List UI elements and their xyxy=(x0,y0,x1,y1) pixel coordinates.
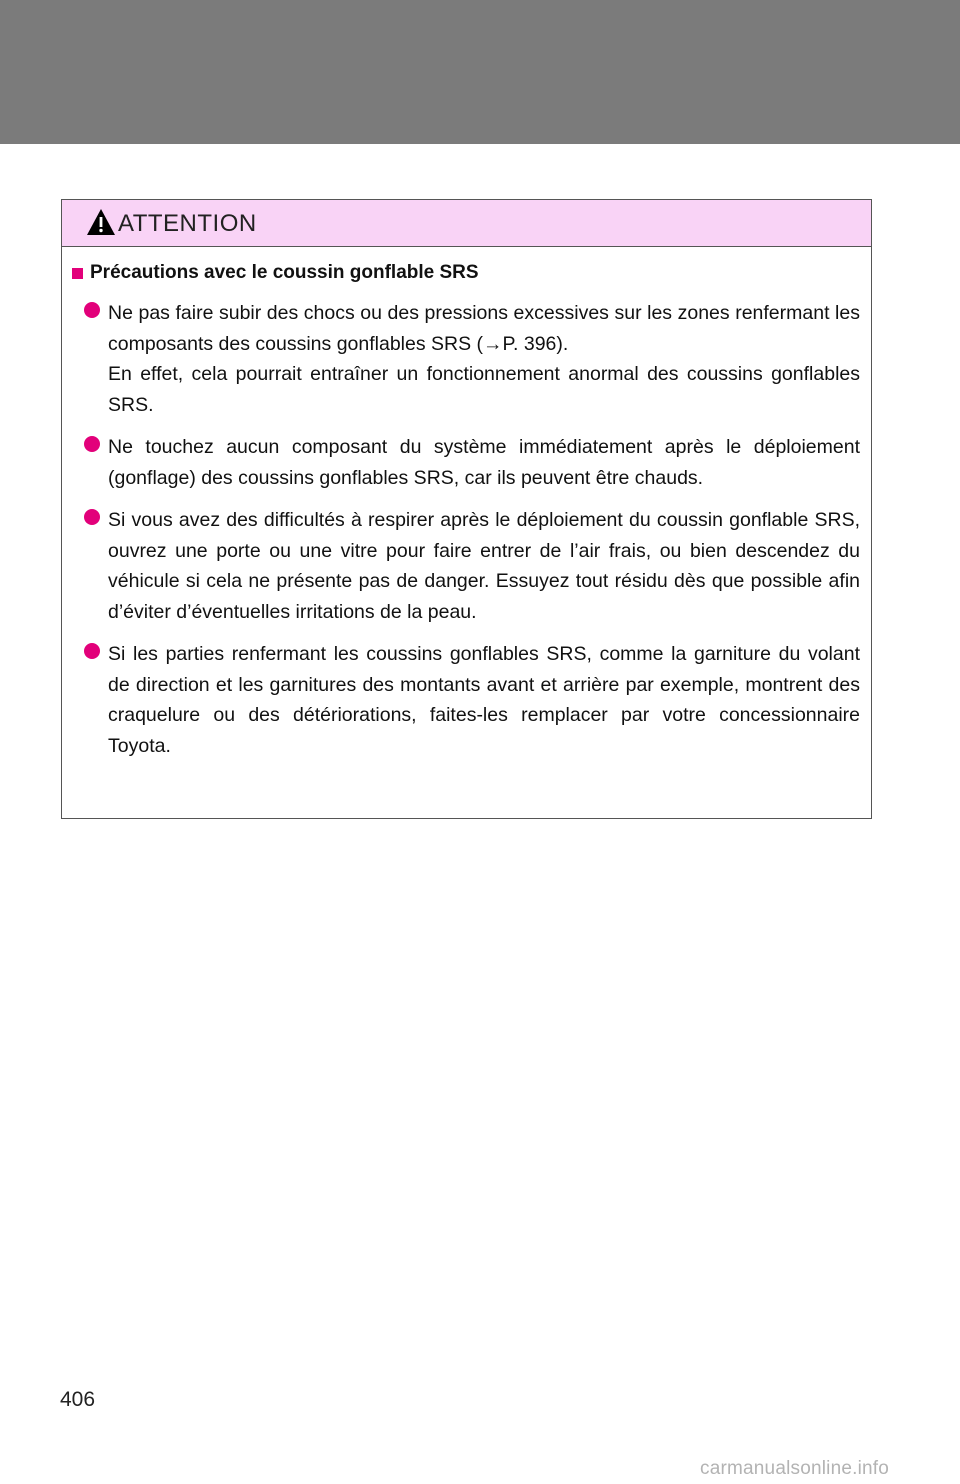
circle-bullet-icon xyxy=(84,509,100,525)
list-item xyxy=(84,298,860,420)
square-bullet-icon xyxy=(72,268,83,279)
watermark: carmanualsonline.info xyxy=(700,1458,890,1479)
circle-bullet-icon xyxy=(84,302,100,318)
attention-title: ATTENTION xyxy=(118,210,257,237)
section-heading-text: Précautions avec le coussin gonflable SRS xyxy=(90,262,479,283)
page-number: 406 xyxy=(60,1388,96,1411)
page-header-band xyxy=(0,0,960,144)
precaution-list xyxy=(84,298,860,773)
list-item-text: Ne pas faire subir des chocs ou des pressions excessives sur les zones renfermant les composants des coussins gonflables SRS (→P. 396). xyxy=(108,302,860,355)
warning-triangle-icon xyxy=(86,208,116,236)
circle-bullet-icon xyxy=(84,436,100,452)
attention-header xyxy=(62,200,871,247)
list-item xyxy=(84,639,860,761)
list-item-text: Ne touchez aucun composant du système immédiatement après le déploiement (gonflage) des coussins gonflables SRS, car ils peuvent être chauds. xyxy=(108,436,860,489)
section-heading xyxy=(72,262,479,284)
list-item xyxy=(84,432,860,493)
list-item-text: En effet, cela pourrait entraîner un fonctionnement anormal des coussins gonflables SRS. xyxy=(108,363,860,416)
circle-bullet-icon xyxy=(84,643,100,659)
list-item-text: Si les parties renfermant les coussins gonflables SRS, comme la garniture du volant de direction et les garnitures des montants avant et arrière par exemple, montrent des craquelure ou des détériorations, faites-les remplacer par votre concessionnaire Toyota. xyxy=(108,643,860,757)
list-item-text: Si vous avez des difficultés à respirer après le déploiement du coussin gonflable SRS, ouvrez une porte ou une vitre pour faire entrer de l’air frais, ou bien descendez du véhicule si cela ne présente pas de danger. Essuyez tout résidu dès que possible afin d’éviter d’éventuelles irritations de la peau. xyxy=(108,509,860,623)
list-item xyxy=(84,505,860,627)
attention-box xyxy=(61,199,872,819)
